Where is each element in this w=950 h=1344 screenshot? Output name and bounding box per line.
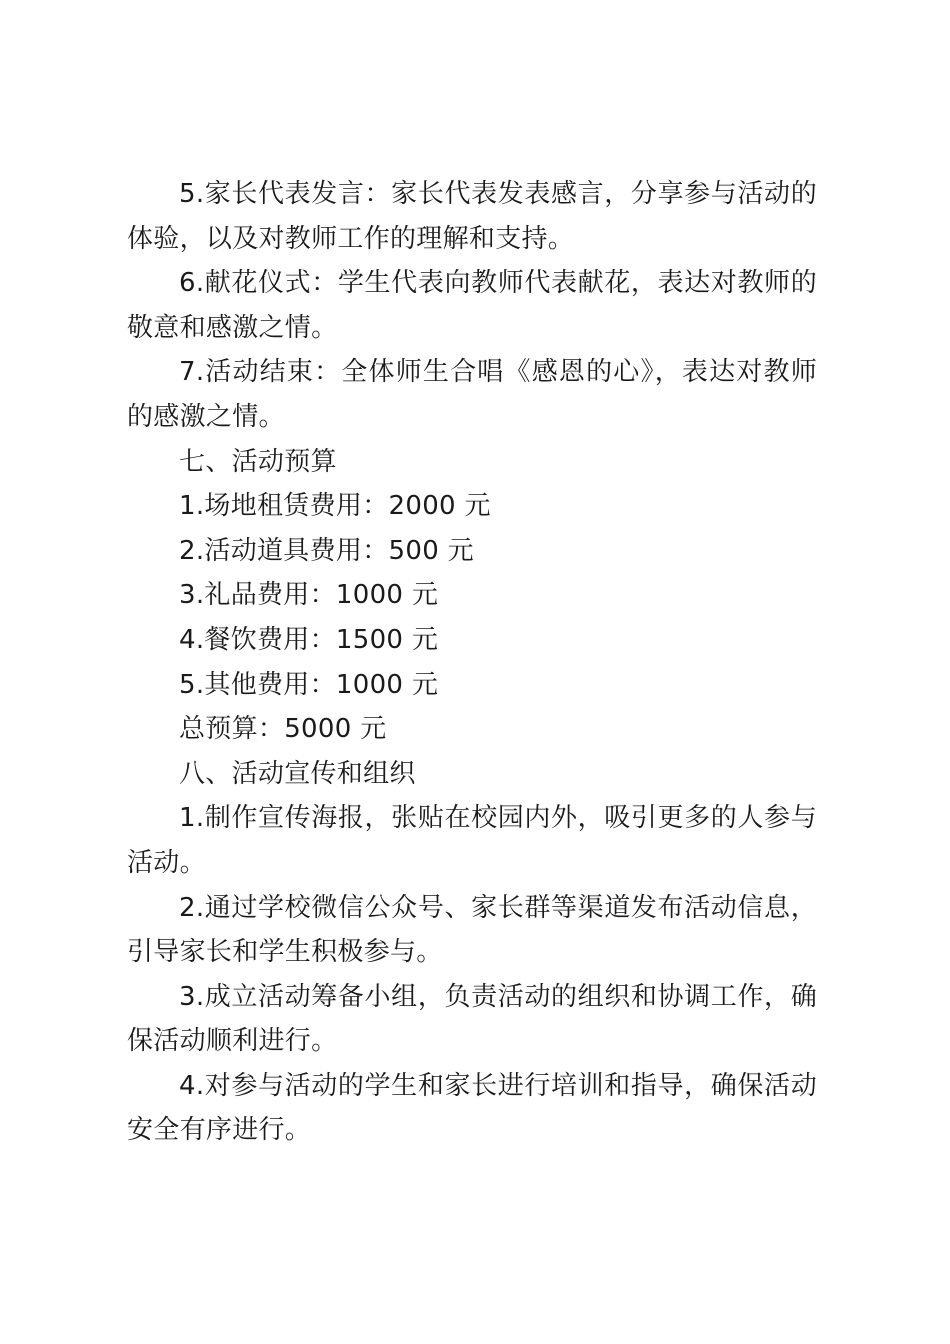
paragraph-activity-end: 7.活动结束：全体师生合唱《感恩的心》，表达对教师的感激之情。 <box>127 357 817 432</box>
paragraph-training: 4.对参与活动的学生和家长进行培训和指导，确保活动安全有序进行。 <box>127 1070 817 1146</box>
document-body <box>127 172 817 1153</box>
budget-item-venue: 1.场地租赁费用：2000 元 <box>179 491 491 522</box>
budget-item-catering: 4.餐饮费用：1500 元 <box>179 624 439 655</box>
paragraph-parent-speech: 5.家长代表发言：家长代表发表感言，分享参与活动的体验，以及对教师工作的理解和支持。 <box>127 179 817 254</box>
budget-item-props: 2.活动道具费用：500 元 <box>179 535 474 566</box>
paragraph-prep-team: 3.成立活动筹备小组，负责活动的组织和协调工作，确保活动顺利进行。 <box>127 981 817 1057</box>
budget-item-other: 5.其他费用：1000 元 <box>179 669 439 700</box>
paragraph-wechat: 2.通过学校微信公众号、家长群等渠道发布活动信息，引导家长和学生积极参与。 <box>127 892 817 968</box>
budget-total: 总预算：5000 元 <box>179 714 387 745</box>
paragraph-flower-ceremony: 6.献花仪式：学生代表向教师代表献花，表达对教师的敬意和感激之情。 <box>127 268 817 343</box>
paragraph-poster: 1.制作宣传海报，张贴在校园内外，吸引更多的人参与活动。 <box>127 803 817 878</box>
budget-item-gifts: 3.礼品费用：1000 元 <box>179 580 439 611</box>
section-heading-budget: 七、活动预算 <box>179 446 337 477</box>
section-heading-promotion: 八、活动宣传和组织 <box>179 758 416 789</box>
